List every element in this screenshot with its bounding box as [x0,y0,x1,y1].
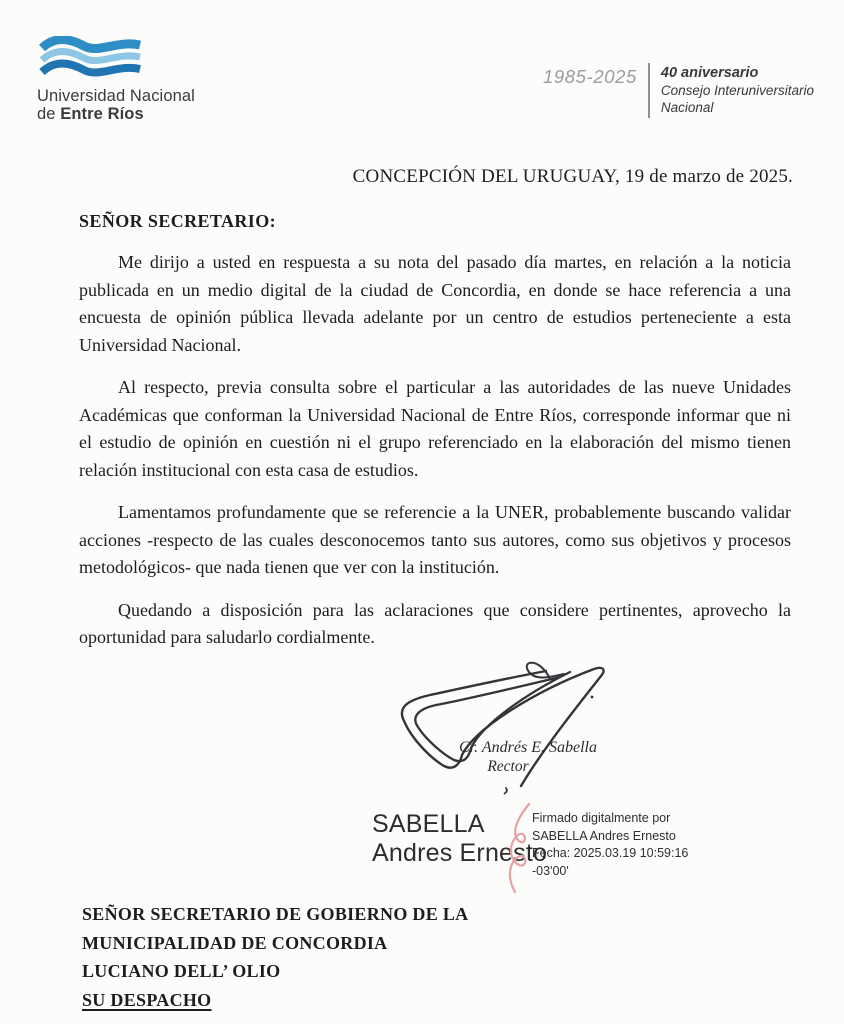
digital-signature-block [372,810,712,905]
signature-block [388,645,668,795]
logo-name-line2: de Entre Ríos [37,105,144,123]
anniversary-title: 40 aniversario [660,65,759,81]
paragraph-4: Quedando a disposición para las aclaraciones que considere pertinentes, aprovecho la oportunidad para saludarlo cordialmente. [79,599,791,647]
uner-waves-icon [39,36,143,80]
logo-name-line1: Universidad Nacional [37,87,195,105]
anniversary-years: 1985-2025 [543,66,637,87]
dateline: CONCEPCIÓN DEL URUGUAY, 19 de marzo de 2025. [352,166,793,187]
digital-signature-name: SABELLA Andres Ernesto [372,810,548,867]
addressee-line-1: SEÑOR SECRETARIO DE GOBIERNO DE LA [82,904,469,924]
anniversary-divider [648,63,650,118]
addressee-line-2: MUNICIPALIDAD DE CONCORDIA [82,932,388,953]
paragraph-2: Al respecto, previa consulta sobre el particular a las autoridades de las nueve Unidades Académicas que conforman la Universidad Nacional de Entre Ríos, corresponde informar que ni el estudio de opinión en cuestión ni el grupo referenciado en la elaboración del mismo tienen relación institucional con esta casa de estudios. [79,377,791,480]
addressee-line-3: LUCIANO DELL’ OLIO [82,961,281,981]
anniversary-subtitle-line1: Consejo Interuniversitario [660,83,814,98]
signer-name: Cr. Andrés E. Sabella [459,739,597,756]
addressee-block [82,900,468,1014]
uner-logo [37,36,195,123]
salutation: SEÑOR SECRETARIO: [79,211,277,231]
anniversary-block [543,63,814,118]
uner-logo-text [37,87,195,123]
anniversary-subtitle-line2: Nacional [660,100,714,115]
digital-signature-details: Firmado digitalmente por SABELLA Andres Ernesto Fecha: 2025.03.19 10:59:16 -03'00' [532,811,689,878]
acrobat-ribbon-icon [499,800,535,896]
anniversary-text [661,63,814,116]
paragraph-3: Lamentamos profundamente que se referencie a la UNER, probablemente buscando validar acciones -respecto de las cuales desconocemos tanto sus autores, como sus objetivos y procesos metodológicos- que nada tienen que ver con la institución. [79,502,791,577]
paragraph-1: Me dirijo a usted en respuesta a su nota del pasado día martes, en relación a la noticia publicada en un medio digital de la ciudad de Concordia, en donde se hace referencia a una encuesta de opinión pública llevada adelante por un centro de estudios perteneciente a esta Universidad Nacional. [79,252,791,355]
signer-title: Rector [487,758,529,775]
letter-body [79,249,791,667]
addressee-line-4: SU DESPACHO [82,989,212,1010]
